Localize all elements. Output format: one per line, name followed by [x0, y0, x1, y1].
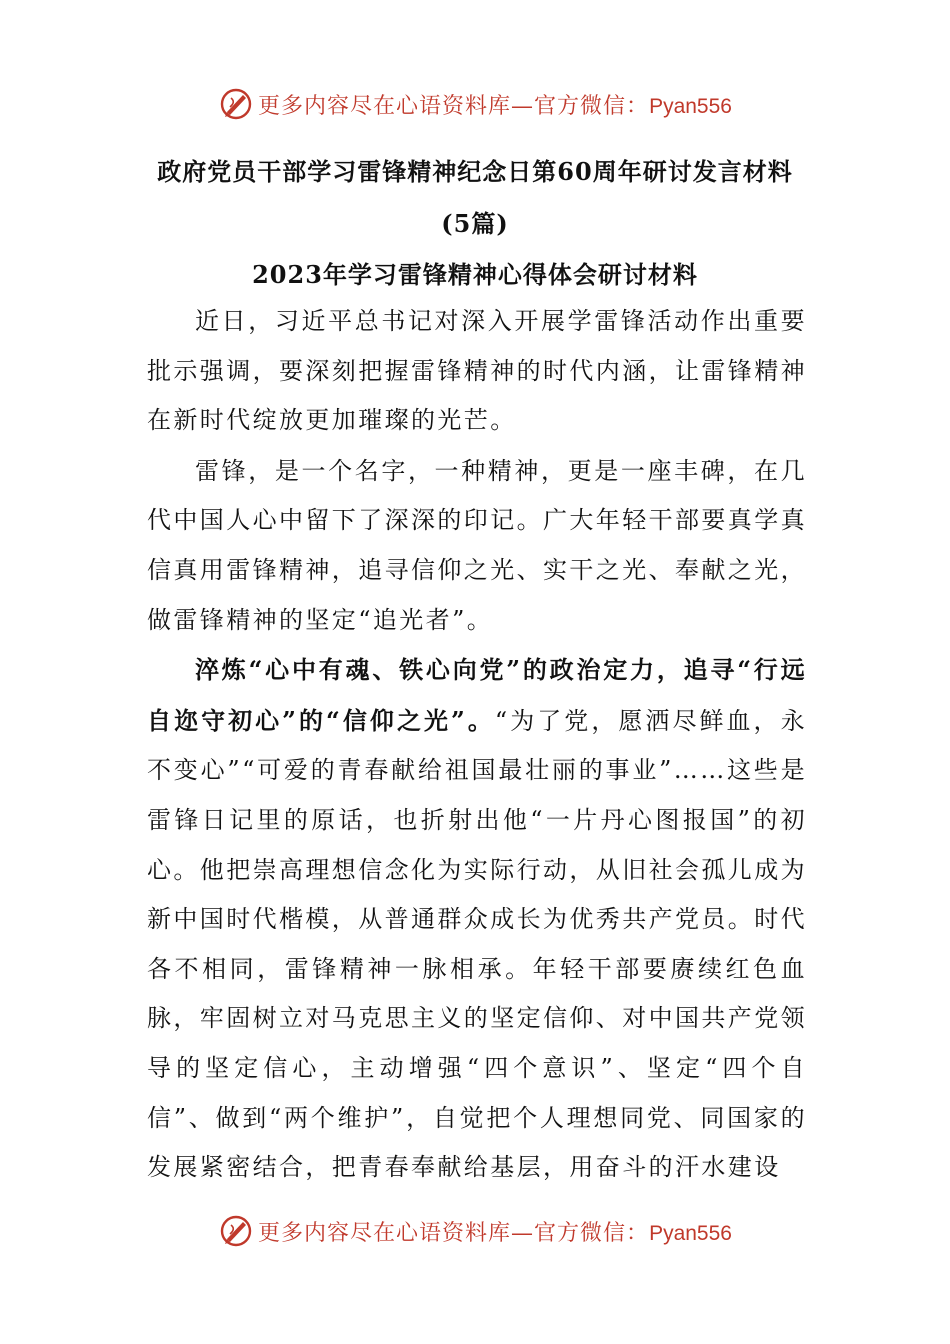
watermark-dash: —: [511, 93, 535, 119]
watermark-id: Pyan556: [649, 94, 732, 118]
watermark-dash: —: [511, 1220, 535, 1246]
paragraph-lead: 淬炼“心中有魂、铁心向党”的政治定力，追寻“行远自迩守初心”的“信仰之光”。: [147, 655, 807, 735]
pen-seal-icon: [218, 1213, 254, 1249]
pen-seal-icon: [218, 86, 254, 122]
watermark-sub: 官方微信：: [534, 1220, 650, 1246]
document-title-count: (5篇): [441, 209, 509, 238]
watermark-text: [258, 89, 732, 120]
paragraph: [147, 446, 807, 645]
watermark-text: [258, 1216, 732, 1247]
paragraph: [147, 296, 807, 446]
watermark-sub: 官方微信：: [534, 93, 650, 119]
watermark-main: 更多内容尽在心语资料库: [258, 93, 512, 119]
watermark-footer: [0, 1209, 950, 1253]
paragraph-text: 近日，习近平总书记对深入开展学雷锋活动作出重要批示强调，要深刻把握雷锋精神的时代内涵，让雷锋精神在新时代绽放更加璀璨的光芒。: [147, 307, 807, 435]
watermark-header: [0, 82, 950, 126]
document-subtitle: 2023年学习雷锋精神心得体会研讨材料: [252, 260, 698, 289]
document-title: 政府党员干部学习雷锋精神纪念日第60周年研讨发言材料: [157, 157, 793, 186]
paragraph-text: “为了党，愿洒尽鲜血，永不变心”“可爱的青春献给祖国最壮丽的事业”……这些是雷锋日记里的原话，也折射出他“一片丹心图报国”的初心。他把崇高理想信念化为实际行动，从旧社会孤儿成为新中国时代楷模，从普通群众成长为优秀共产党员。时代各不相同，雷锋精神一脉相承。年轻干部要赓续红色血脉，牢固树立对马克思主义的坚定信仰、对中国共产党领导的坚定信心，主动增强“四个意识”、坚定“四个自信”、做到“两个维护”，自觉把个人理想同党、同国家的发展紧密结合，把青春奉献给基层，用奋斗的汗水建设: [147, 706, 807, 1182]
paragraph: [147, 645, 807, 1193]
paragraph-text: 雷锋，是一个名字，一种精神，更是一座丰碑，在几代中国人心中留下了深深的印记。广大年轻干部要真学真信真用雷锋精神，追寻信仰之光、实干之光、奉献之光，做雷锋精神的坚定“追光者”。: [147, 456, 807, 634]
watermark-main: 更多内容尽在心语资料库: [258, 1220, 512, 1246]
watermark-id: Pyan556: [649, 1221, 732, 1245]
document-body: [147, 296, 807, 1193]
